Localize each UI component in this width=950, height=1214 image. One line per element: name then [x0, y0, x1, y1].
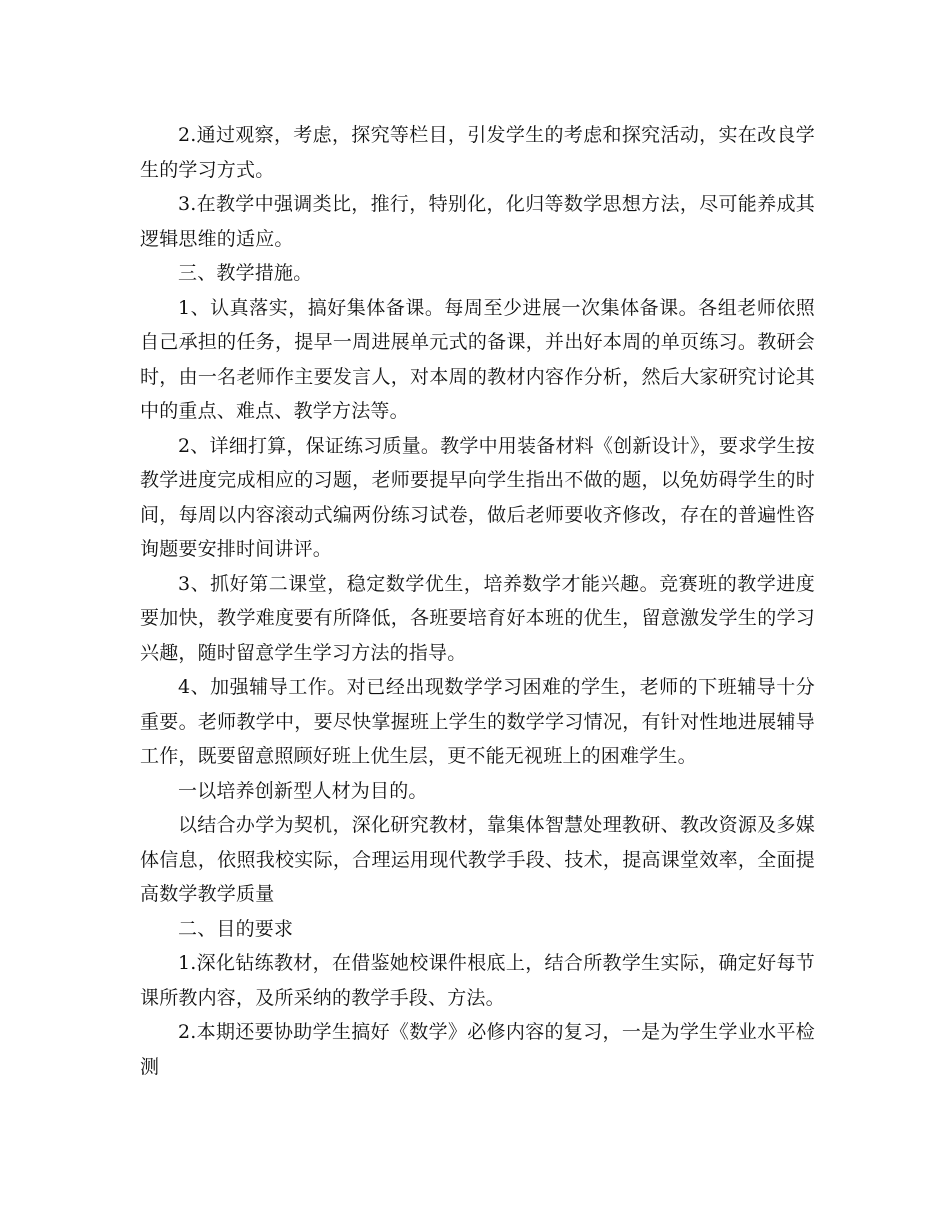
paragraph-10: 2.本期还要协助学生搞好《数学》必修内容的复习，一是为学生学业水平检测 — [140, 1021, 815, 1078]
paragraph-6: 4、加强辅导工作。对已经出现数学学习困难的学生，老师的下班辅导十分重要。老师教学中，要尽快掌握班上学生的数学学习情况，有针对性地进展辅导工作，既要留意照顾好班上优生层，更不能无视班上的困难学生。 — [140, 676, 815, 767]
paragraph-4: 2、详细打算，保证练习质量。教学中用装备材料《创新设计》，要求学生按教学进度完成相应的习题，老师要提早向学生指出不做的题，以免妨碍学生的时间，每周以内容滚动式编两份练习试卷，做后老师要收齐修改，存在的普遍性咨询题要安排时间讲评。 — [140, 434, 815, 560]
paragraph-8: 以结合办学为契机，深化研究教材，靠集体智慧处理教研、教改资源及多媒体信息，依照我校实际，合理运用现代教学手段、技术，提高课堂效率，全面提高数学教学质量 — [140, 814, 815, 905]
paragraph-5: 3、抓好第二课堂，稳定数学优生，培养数学才能兴趣。竞赛班的教学进度要加快，教学难度要有所降低，各班要培育好本班的优生，留意激发学生的学习兴趣，随时留意学生学习方法的指导。 — [140, 572, 815, 664]
section-heading-teaching-measures: 三、教学措施。 — [178, 262, 313, 284]
paragraph-2: 3.在教学中强调类比，推行，特别化，化归等数学思想方法，尽可能养成其逻辑思维的适应。 — [140, 193, 815, 250]
paragraph-7: 一以培养创新型人材为目的。 — [178, 779, 428, 802]
paragraph-3: 1、认真落实，搞好集体备课。每周至少进展一次集体备课。各组老师依照自己承担的任务，提早一周进展单元式的备课，并出好本周的单页练习。教研会时，由一名老师作主要发言人，对本周的教材内容作分析，然后大家研究讨论其中的重点、难点、教学方法等。 — [140, 296, 815, 422]
document-body — [140, 118, 815, 1084]
paragraph-1: 2.通过观察，考虑，探究等栏目，引发学生的考虑和探究活动，实在改良学生的学习方式。 — [140, 124, 815, 181]
section-heading-goals: 二、目的要求 — [178, 917, 294, 940]
paragraph-9: 1.深化钻练教材，在借鉴她校课件根底上，结合所教学生实际，确定好每节课所教内容，及所采纳的教学手段、方法。 — [140, 952, 815, 1009]
